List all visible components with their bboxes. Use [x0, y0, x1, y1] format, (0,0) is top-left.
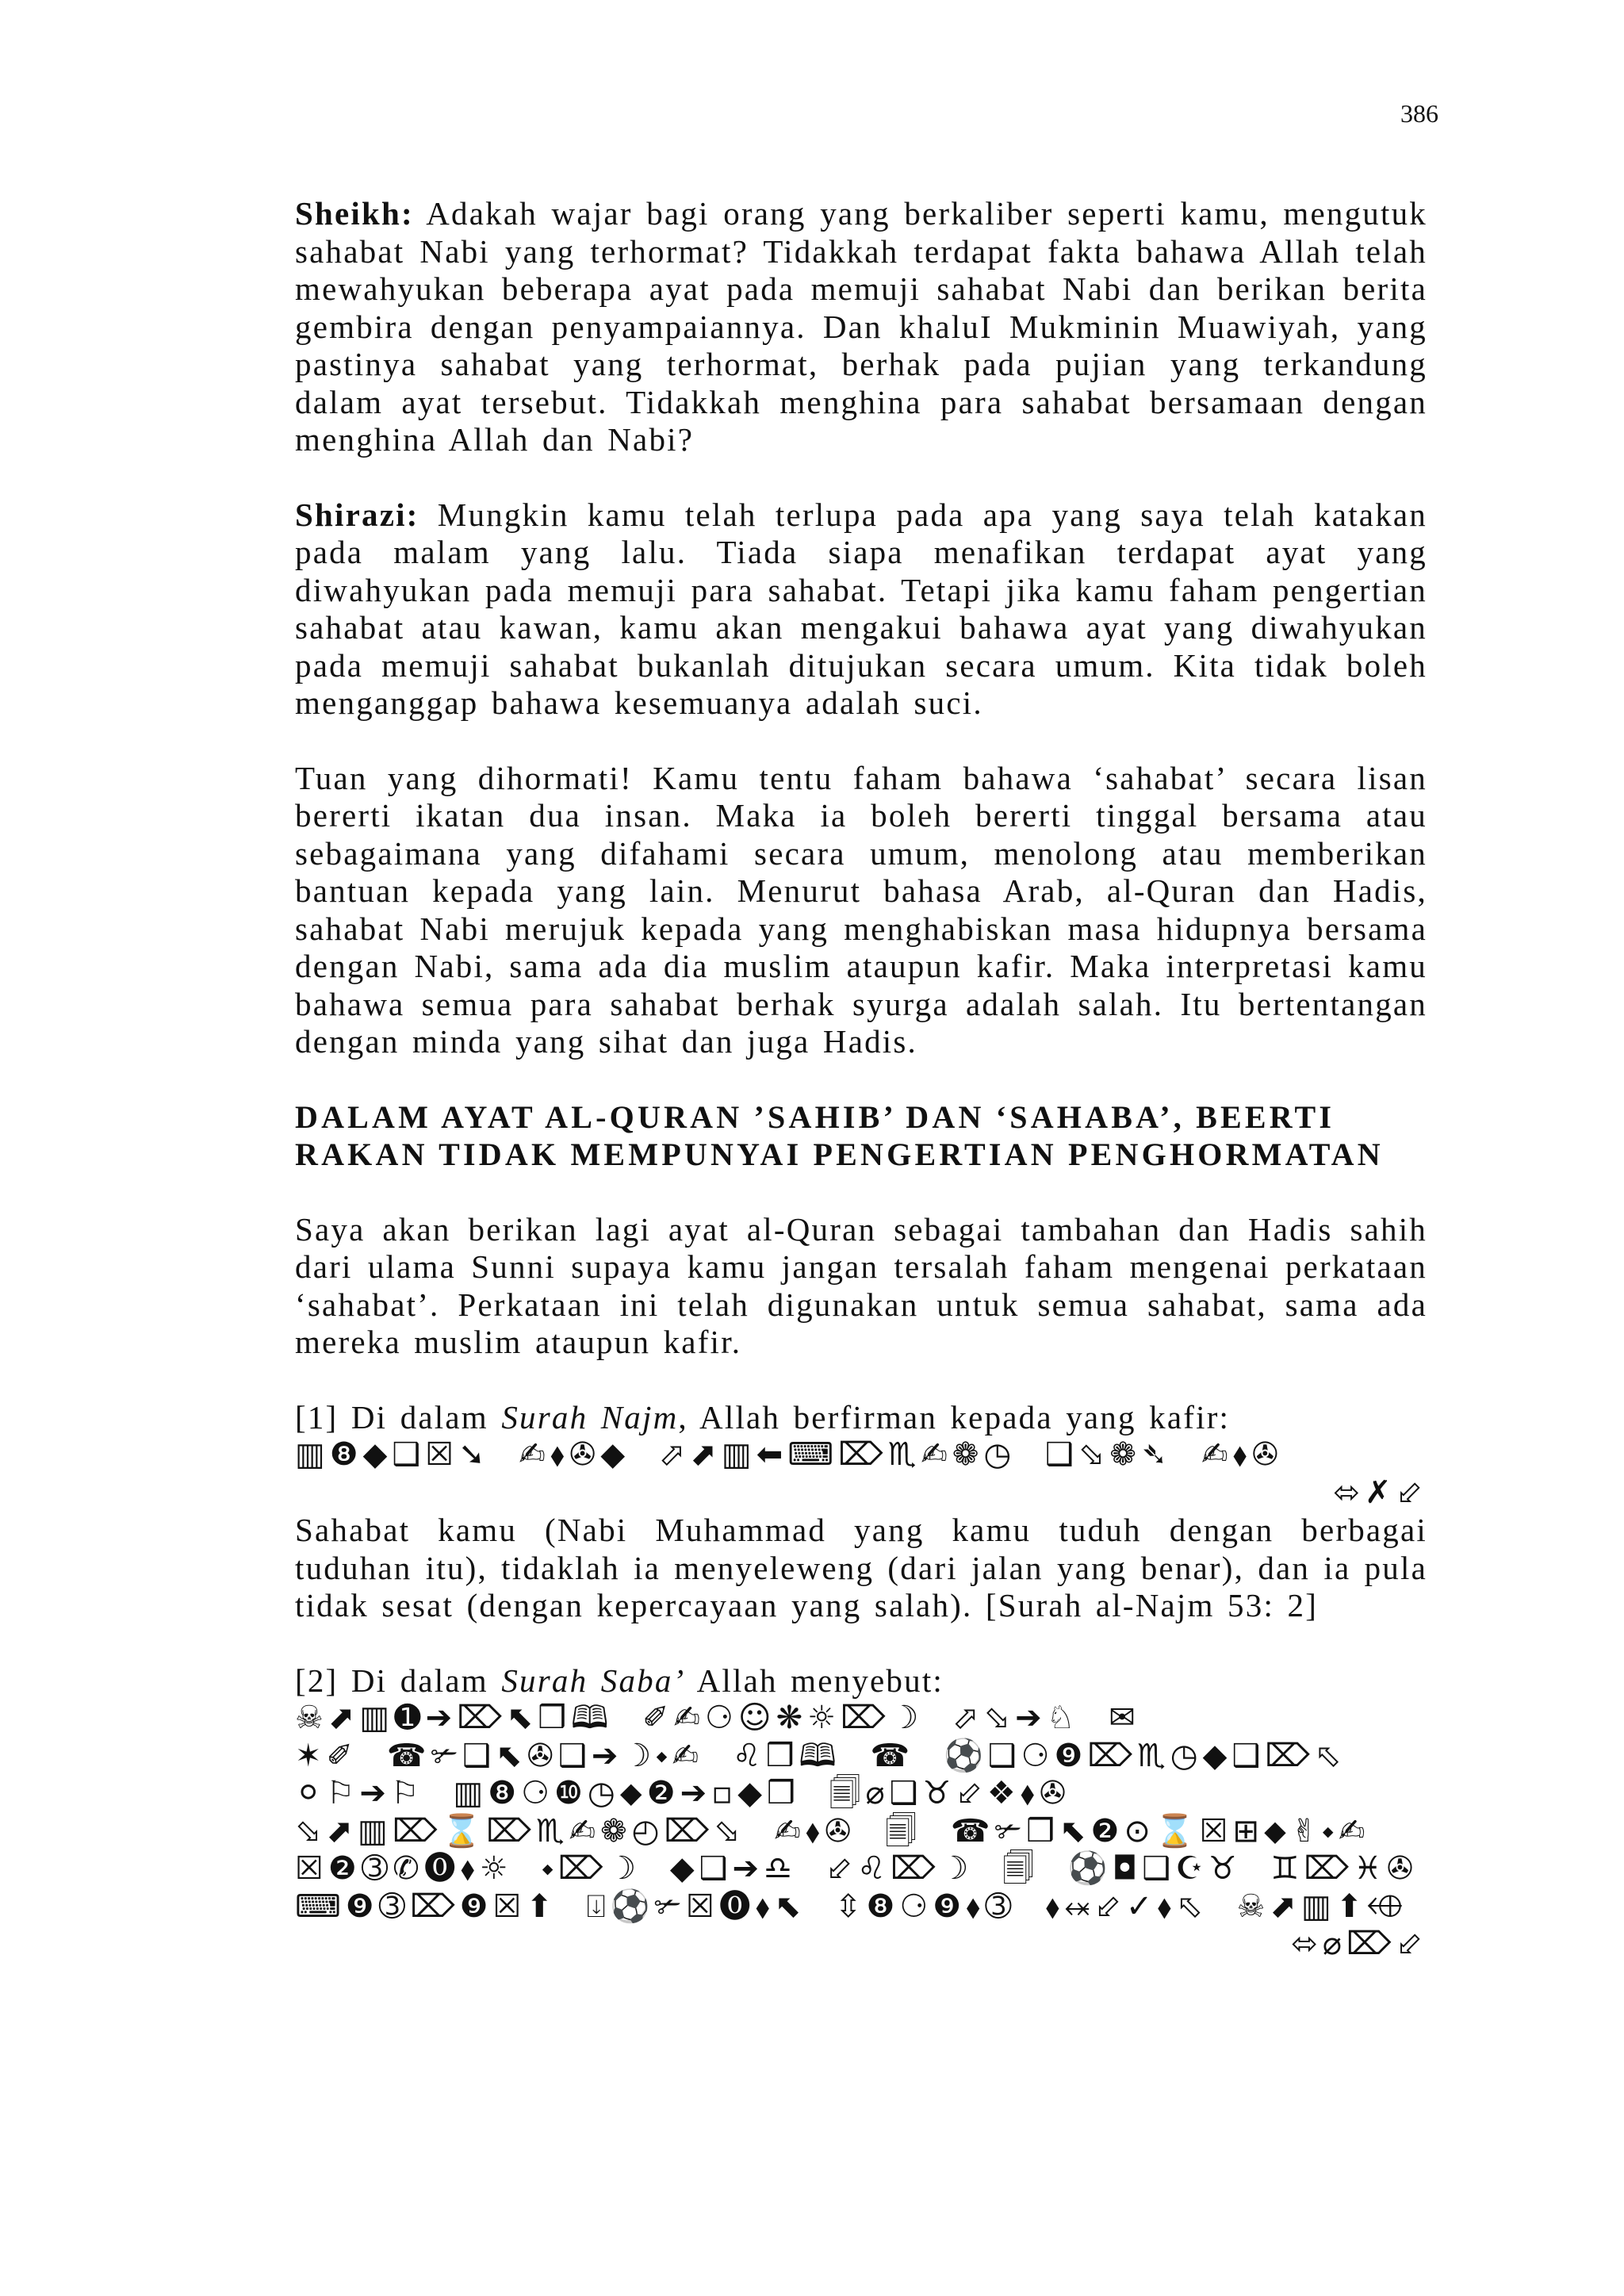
- surah-name: Surah Najm: [501, 1398, 679, 1435]
- verse-glyphs: ☠⬈▥➊➔⌦⬉❒🕮 ✐✍⚆☺❋☼⌦☽ ⬀⬂➔♘ ✉: [295, 1700, 1140, 1736]
- verse-glyphs: ⌨❾➂⌦❾☒⬆ ⍗⚽✃☒⓿⬧⬉ ⇳❽⚆❾⬧➂ ⬧⬾⬃✓⬧⬁ ☠⬈▥⬆⬲: [295, 1888, 1408, 1925]
- verse-glyphs: ⬂⬈▥⌦⌛⌦♏✍❁◴⌦⬂ ✍⬧✇ 🗐 ☎✃❒⬉❷⊙⌛☒⊞⬥✌⬩✍: [295, 1812, 1370, 1849]
- page-content: [295, 195, 1427, 1964]
- verse-glyphs: ☒❷➂✆⓿⬧☼ ⬩⌦☽ ◆❑➔♎ ⬃♌⌦☽ 🗐 ⚽◘❑☪♉ ♊⌦♓✇: [295, 1850, 1419, 1887]
- heading-line: DALAM AYAT AL-QURAN ’SAHIB’ DAN ‘SAHABA’, BEERTI: [295, 1098, 1335, 1135]
- ref-suffix: Allah menyebut:: [685, 1662, 944, 1699]
- heading-line: RAKAN TIDAK MEMPUNYAI PENGERTIAN PENGHORMATAN: [295, 1137, 1384, 1172]
- verse-glyphs: ⬄✗⬃: [1333, 1474, 1427, 1511]
- verse-translation: Sahabat kamu (Nabi Muhammad yang kamu tuduh dengan berbagai tuduhan itu), tidaklah ia menyeleweng (dari jalan yang benar), dan ia pula tidak sesat (dengan kepercayaan yang salah). [Surah al-Najm 53: 2]: [295, 1512, 1427, 1623]
- speaker-label-sheikh: Sheikh:: [295, 195, 414, 232]
- paragraph-text: Adakah wajar bagi orang yang berkaliber seperti kamu, mengutuk sahabat Nabi yang terhormat? Tidakkah terdapat fakta bahawa Allah telah mewahyukan beberapa ayat pada memuji sahabat Nabi dan berikan berita gembira dengan penyampaiannya. Dan khaluI Mukminin Muawiyah, yang pastinya sahabat yang terhormat, berhak pada pujian yang terkandung dalam ayat tersebut. Tidakkah menghina para sahabat bersamaan dengan menghina Allah dan Nabi?: [295, 195, 1427, 458]
- verse-glyphs: ✶✐ ☎✃❑⬉✇❑➔☽⬩✍ ♌❒🕮 ☎ ⚽❑⚆❾⌦♏◷◆❑⌦⬁: [295, 1737, 1346, 1774]
- reference-1-intro: [295, 1399, 1427, 1437]
- paragraph-text: Mungkin kamu telah terlupa pada apa yang saya telah katakan pada malam yang lalu. Tiada siapa menafikan terdapat ayat yang diwahyukan pada memuji para sahabat. Tetapi jika kamu faham pengertian sahabat atau kawan, kamu akan mengakui bahawa ayat yang diwahyukan pada memuji sahabat bukanlah ditujukan secara umum. Kita tidak boleh menganggap bahawa kesemuanya adalah suci.: [295, 496, 1427, 721]
- section-heading: [295, 1098, 1427, 1174]
- verse-glyphs: ⬄⌀⌦⬃: [1291, 1926, 1427, 1962]
- ref-suffix: , Allah berfirman kepada yang kafir:: [678, 1398, 1231, 1435]
- paragraph-sheikh: [295, 195, 1427, 459]
- speaker-label-shirazi: Shirazi:: [295, 496, 419, 533]
- ref-prefix: [1] Di dalam: [295, 1398, 502, 1435]
- verse-glyphs: ▥❽◆❑☒➘ ✍⬧✇◆ ⬀⬈▥⬅⌨⌦♏✍❁◷ ❑⬂❁➴ ✍⬧✇: [295, 1436, 1284, 1473]
- paragraph-sahabat-meaning: Tuan yang dihormati! Kamu tentu faham bahawa ‘sahabat’ secara lisan bererti ikatan dua insan. Maka ia boleh bererti tinggal bersama atau sebagaimana yang difahami secara umum, menolong atau memberikan bantuan kepada yang lain. Menurut bahasa Arab, al-Quran dan Hadis, sahabat Nabi merujuk kepada yang menghabiskan masa hidupnya bersama dengan Nabi, sama ada dia muslim ataupun kafir. Maka interpretasi kamu bahawa semua para sahabat berhak syurga adalah salah. Itu bertentangan dengan minda yang sihat dan juga Hadis.: [295, 759, 1427, 1060]
- verse-glyphs: ⚪⚐➔⚐ ▥❽⚆❿◷⬥❷➔▫◆❒ 🗐⌀❑♉⬃❖⬧✇: [295, 1775, 1071, 1811]
- page-number: 386: [1400, 99, 1438, 128]
- surah-name: Surah Saba’: [501, 1662, 686, 1699]
- paragraph-intro-verses: Saya akan berikan lagi ayat al-Quran sebagai tambahan dan Hadis sahih dari ulama Sunni supaya kamu jangan tersalah faham mengenai perkataan ‘sahabat’. Perkataan ini telah digunakan untuk semua sahabat, sama ada mereka muslim ataupun kafir.: [295, 1210, 1427, 1360]
- paragraph-shirazi: [295, 496, 1427, 723]
- reference-2-intro: [295, 1662, 1427, 1700]
- ref-prefix: [2] Di dalam: [295, 1662, 502, 1699]
